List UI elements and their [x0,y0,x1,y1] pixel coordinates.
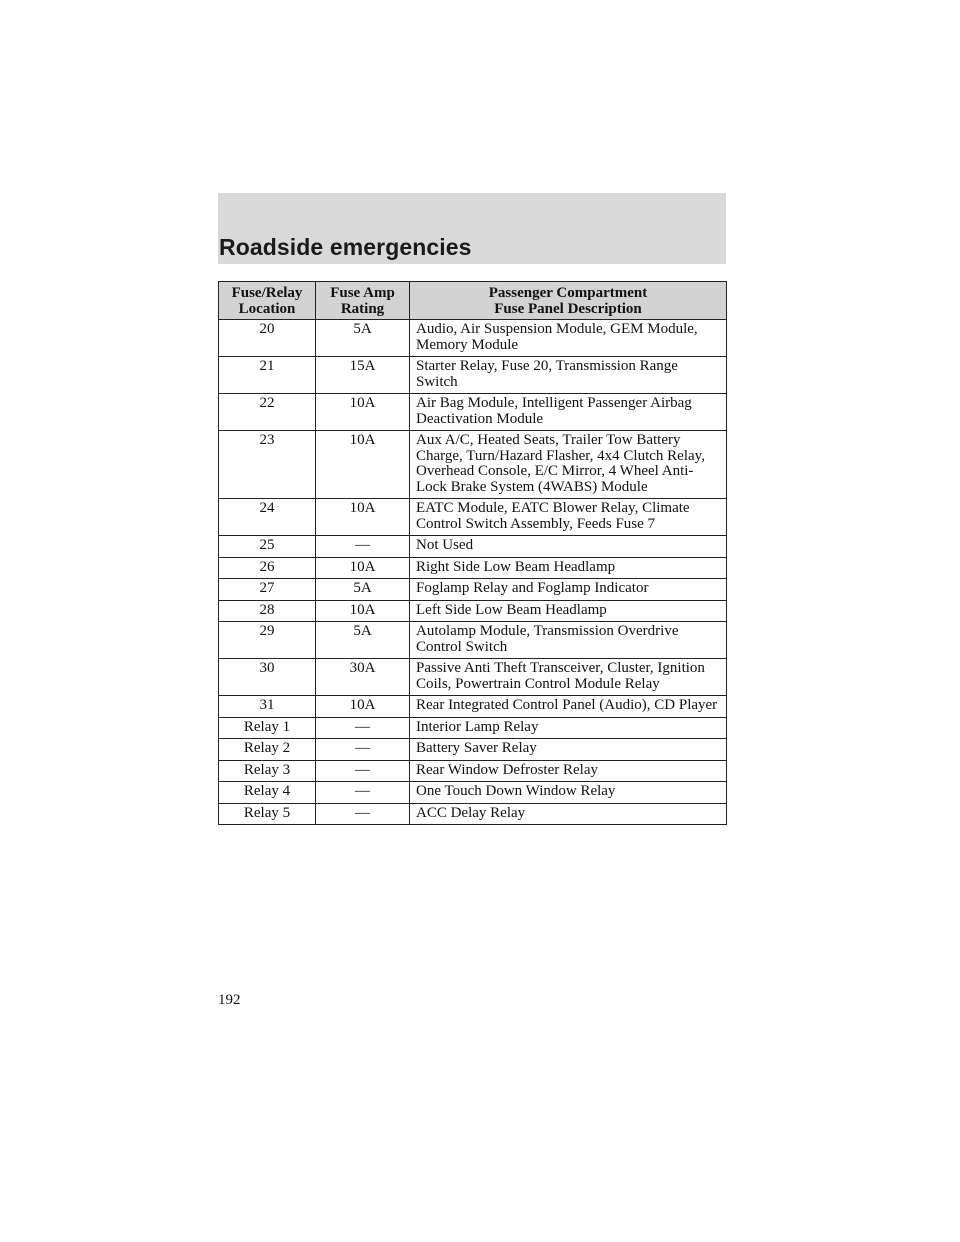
cell-rating: — [316,739,410,761]
table-row [219,803,727,825]
page-number: 192 [218,992,241,1008]
table-row [219,622,727,659]
cell-location: 31 [219,696,316,718]
table-row [219,431,727,499]
table-row [219,717,727,739]
cell-description: Interior Lamp Relay [410,717,727,739]
cell-location: 23 [219,431,316,499]
table-row [219,600,727,622]
table-row [219,579,727,601]
cell-location: 22 [219,394,316,431]
cell-location: 24 [219,499,316,536]
cell-rating: — [316,782,410,804]
cell-rating: 10A [316,696,410,718]
cell-rating: — [316,536,410,558]
header-location: Fuse/Relay Location [219,282,316,320]
cell-location: Relay 4 [219,782,316,804]
cell-rating: 10A [316,499,410,536]
cell-location: Relay 1 [219,717,316,739]
header-description: Passenger Compartment Fuse Panel Description [410,282,727,320]
cell-description: Starter Relay, Fuse 20, Transmission Range Switch [410,357,727,394]
cell-description: Right Side Low Beam Headlamp [410,557,727,579]
cell-rating: 5A [316,320,410,357]
cell-description: Rear Integrated Control Panel (Audio), CD Player [410,696,727,718]
table-row [219,557,727,579]
cell-description: One Touch Down Window Relay [410,782,727,804]
cell-description: Passive Anti Theft Transceiver, Cluster, Ignition Coils, Powertrain Control Module Relay [410,659,727,696]
cell-rating: — [316,717,410,739]
cell-location: 30 [219,659,316,696]
cell-location: 21 [219,357,316,394]
cell-location: 25 [219,536,316,558]
cell-rating: 15A [316,357,410,394]
cell-description: Battery Saver Relay [410,739,727,761]
cell-location: 29 [219,622,316,659]
table-row [219,760,727,782]
table-row [219,696,727,718]
cell-description: ACC Delay Relay [410,803,727,825]
cell-description: Air Bag Module, Intelligent Passenger Airbag Deactivation Module [410,394,727,431]
header-rating: Fuse Amp Rating [316,282,410,320]
header-row [219,282,727,320]
cell-rating: — [316,803,410,825]
fuse-table [218,281,727,825]
fuse-table-body [219,320,727,825]
cell-description: EATC Module, EATC Blower Relay, Climate Control Switch Assembly, Feeds Fuse 7 [410,499,727,536]
cell-description: Audio, Air Suspension Module, GEM Module, Memory Module [410,320,727,357]
section-title: Roadside emergencies [219,234,472,260]
cell-description: Rear Window Defroster Relay [410,760,727,782]
cell-location: 26 [219,557,316,579]
cell-location: Relay 2 [219,739,316,761]
cell-location: 28 [219,600,316,622]
cell-rating: 5A [316,579,410,601]
table-row [219,739,727,761]
table-row [219,357,727,394]
cell-location: Relay 3 [219,760,316,782]
cell-location: 27 [219,579,316,601]
cell-rating: 10A [316,600,410,622]
cell-location: Relay 5 [219,803,316,825]
cell-description: Aux A/C, Heated Seats, Trailer Tow Battery Charge, Turn/Hazard Flasher, 4x4 Clutch Relay, Overhead Console, E/C Mirror, 4 Wheel Anti-Lock Brake System (4WABS) Module [410,431,727,499]
cell-rating: 10A [316,394,410,431]
cell-location: 20 [219,320,316,357]
table-row [219,499,727,536]
fuse-table-header [219,282,727,320]
cell-rating: 5A [316,622,410,659]
cell-description: Foglamp Relay and Foglamp Indicator [410,579,727,601]
cell-rating: — [316,760,410,782]
table-row [219,394,727,431]
cell-rating: 10A [316,431,410,499]
cell-description: Left Side Low Beam Headlamp [410,600,727,622]
table-row [219,320,727,357]
table-row [219,782,727,804]
cell-rating: 30A [316,659,410,696]
table-row [219,536,727,558]
table-row [219,659,727,696]
cell-description: Autolamp Module, Transmission Overdrive Control Switch [410,622,727,659]
cell-rating: 10A [316,557,410,579]
cell-description: Not Used [410,536,727,558]
